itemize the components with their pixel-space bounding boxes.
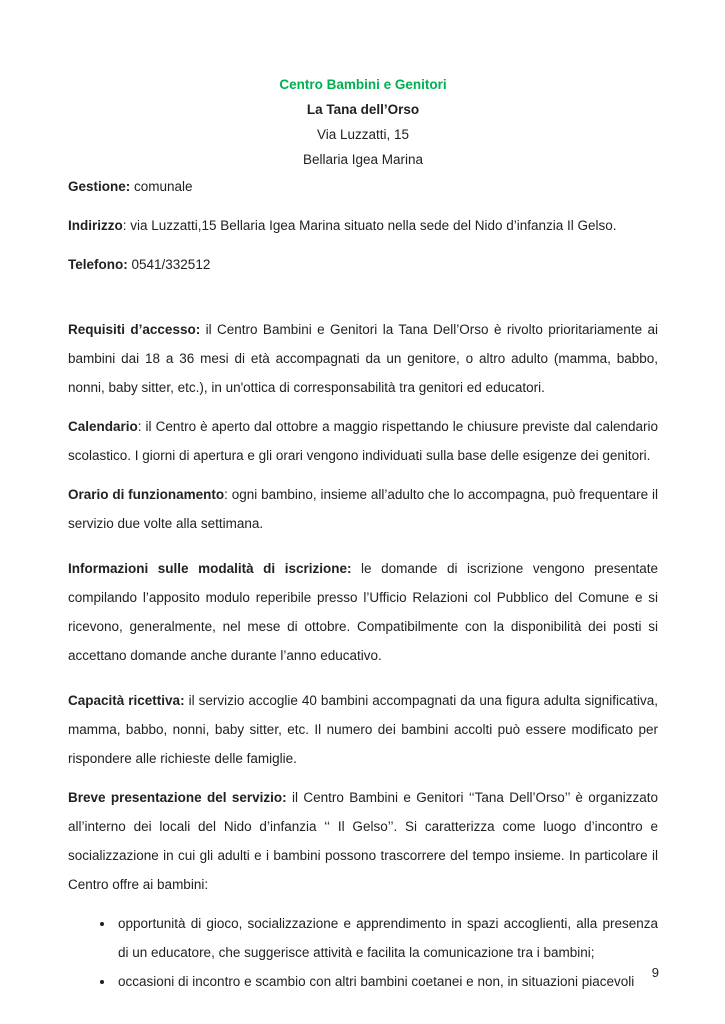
paragraph-orario [68,480,658,538]
paragraph-label: Indirizzo [68,218,123,233]
document-header [68,72,658,172]
paragraph-label: Capacità ricettiva: [68,693,185,708]
bullet-item: • occasioni di incontro e scambio con altri bambini coetanei e non, in situazioni piacevoli [115,967,658,996]
paragraph-label: Informazioni sulle modalità di iscrizione: [68,561,352,576]
paragraph-text: il Centro Bambini e Genitori ‘‘Tana Dell’Orso’’ è organizzato all’interno dei locali del Nido d’infanzia ‘‘ Il Gelso’’. Si caratterizza come luogo d’incontro e socializzazione in cui gli adulti e i bambini possono trascorrere del tempo insieme. In particolare il Centro offre ai bambini: [68,790,658,892]
paragraph-text: il Centro Bambini e Genitori la Tana Dell’Orso è rivolto prioritariamente ai bambini dai 18 a 36 mesi di età accompagnati da un genitore, o altro adulto (mamma, babbo, nonni, baby sitter, etc.), in un'ottica di corresponsabilità tra genitori ed educatori. [68,322,658,395]
bullet-item: • opportunità di gioco, socializzazione e apprendimento in spazi accoglienti, alla presenza di un educatore, che suggerisce attività e facilita la comunicazione tra i bambini; [115,909,658,967]
paragraph-presentazione [68,783,658,899]
paragraph-text: le domande di iscrizione vengono presentate compilando l’apposito modulo reperibile presso l’Ufficio Relazioni col Pubblico del Comune e si ricevono, generalmente, nel mese di ottobre. Compatibilmente con la disponibilità dei posti si accettano domande anche durante l’anno educativo. [68,561,658,663]
paragraph-text: : il Centro è aperto dal ottobre a maggio rispettando le chiusure previste dal calendario scolastico. I giorni di apertura e gli orari vengono individuati sulla base delle esigenze dei genitori. [68,419,658,463]
document-title: Centro Bambini e Genitori [279,77,447,92]
paragraph-text: : ogni bambino, insieme all’adulto che lo accompagna, può frequentare il servizio due volte alla settimana. [68,487,658,531]
paragraph-gestione [68,172,658,201]
paragraph-label: Breve presentazione del servizio: [68,790,287,805]
document-subtitle: La Tana dell’Orso [306,102,420,117]
paragraph-label: Calendario [68,419,138,434]
paragraph-text: 0541/332512 [127,257,211,272]
paragraph-text: comunale [130,179,193,194]
address-line-1: Via Luzzatti, 15 [316,127,410,142]
paragraph-label: Orario di funzionamento [68,487,225,502]
paragraph-label: Requisiti d’accesso: [68,322,201,337]
paragraph-label: Gestione: [68,179,131,194]
paragraph-label: Telefono: [68,257,128,272]
paragraph-requisiti [68,315,658,402]
page-number: 9 [651,965,659,980]
paragraph-text: il servizio accoglie 40 bambini accompagnati da una figura adulta significativa, mamma, babbo, nonni, baby sitter, etc. Il numero dei bambini accolti può essere modificato per rispondere alle richieste delle famiglie. [68,693,658,766]
address-line-2: Bellaria Igea Marina [302,152,424,167]
paragraph-indirizzo [68,211,658,240]
paragraph-telefono [68,250,658,279]
paragraph-calendario [68,412,658,470]
bullet-list [68,909,658,996]
paragraph-capacita [68,686,658,773]
paragraph-text: : via Luzzatti,15 Bellaria Igea Marina situato nella sede del Nido d’infanzia Il Gelso. [122,218,617,233]
paragraph-informazioni [68,554,658,670]
